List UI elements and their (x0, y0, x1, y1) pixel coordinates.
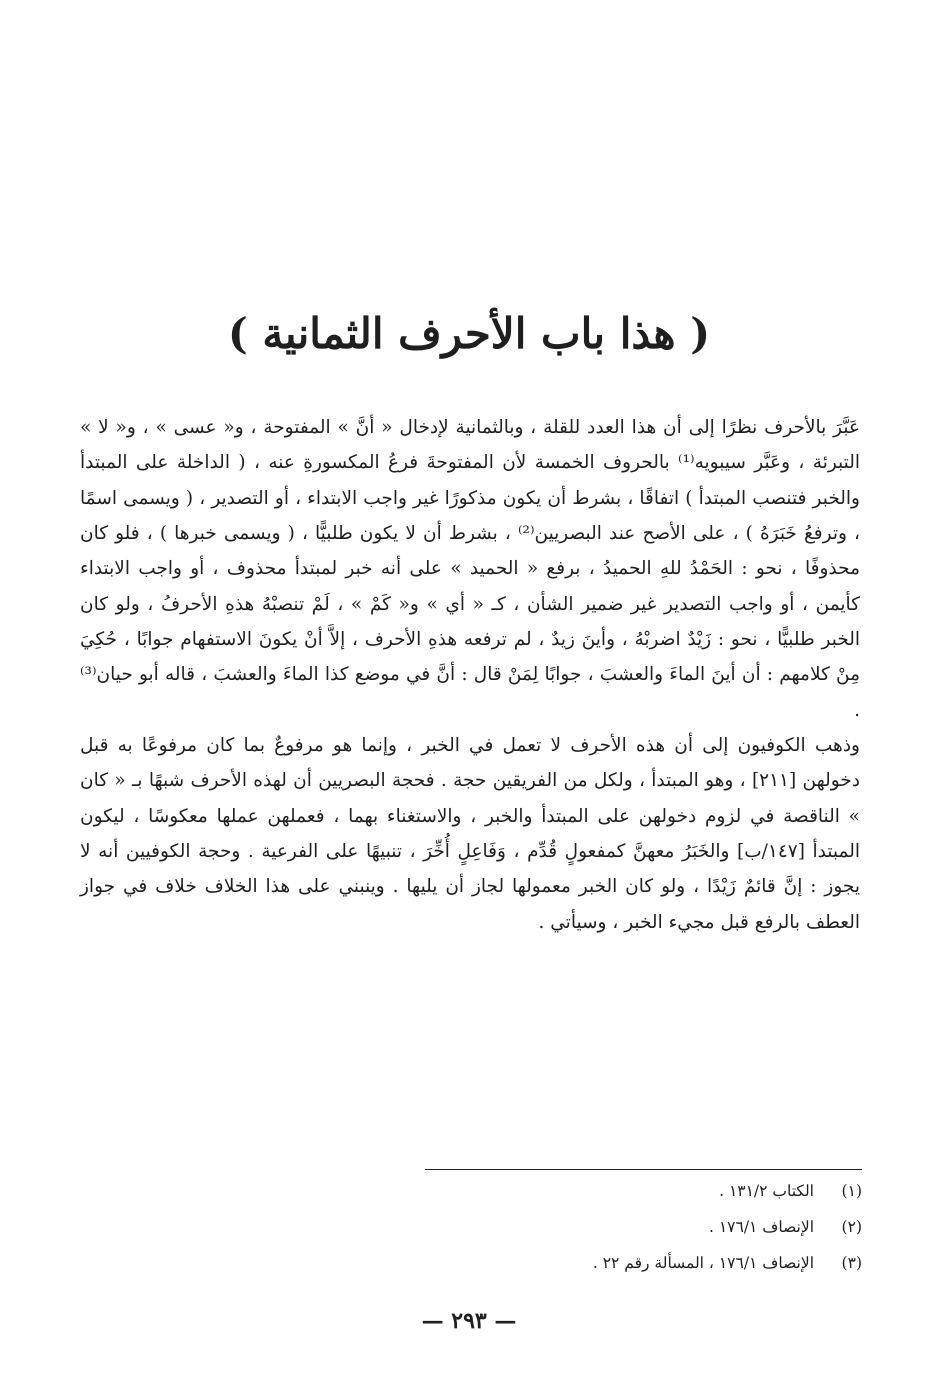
footnote-number: (١) (841, 1182, 862, 1200)
page-number: — ٢٩٣ — (421, 1308, 517, 1334)
footnote-separator (425, 1169, 862, 1170)
main-text (80, 410, 860, 940)
footnote-text: الإنصاف ١٧٦/١ . (708, 1218, 814, 1236)
footnotes (400, 1184, 862, 1292)
footnote-number: (٣) (841, 1254, 862, 1272)
footnote-text: الإنصاف ١٧٦/١ ، المسألة رقم ٢٢ . (592, 1254, 814, 1272)
footnote-1 (400, 1184, 862, 1220)
chapter-title: ( هذا باب الأحرف الثمانية ) (227, 309, 711, 359)
footnote-2 (400, 1220, 862, 1256)
footnote-number: (٢) (841, 1218, 862, 1236)
paragraph-1: عَبَّرَ بالأحرف نظرًا إلى أن هذا العدد للقلة ، وبالثمانية لإدخال « أنَّ » المفتوحة ، و« عسى » ، و« لا » التبرئة ، وعَبَّر سيبويه⁽¹⁾ بالحروف الخمسة لأن المفتوحةَ فرعُ المكسورةِ عنه ، ( الداخلة على المبتدأ والخبر فتنصب المبتدأ ) اتفاقًا ، بشرط أن يكون مذكورًا غير واجب الابتداء ، أو التصدير ، ( ويسمى اسمًا ، وترفعُ خَبَرَهُ ) ، على الأصح عند البصريين⁽²⁾ ، بشرط أن لا يكون طلبيًّا ، ( ويسمى خبرها ) ، فلو كان محذوفًا ، نحو : الحَمْدُ للهِ الحميدُ ، برفع « الحميد » على أنه خبر لمبتدأ محذوف ، أو واجب الابتداء كأيمن ، أو واجب التصدير غير ضمير الشأن ، كـ « أي » و« كَمْ » ، لَمْ تنصبْهُ هذهِ الأحرفُ ، ولو كان الخبر طلبيًّا ، نحو : زَيْدٌ اضربْهُ ، وأينَ زيدٌ ، لم ترفعه هذهِ الأحرف ، إلاَّ أنْ يكونَ الاستفهام جوابًا ، حُكِيَ مِنْ كلامهم : أن أينَ الماءَ والعشبَ ، جوابًا لِمَنْ قال : أنَّ في موضع كذا الماءَ والعشبَ ، قاله أبو حيان⁽³⁾ . (80, 417, 861, 721)
footnote-text: الكتاب ١٣١/٢ . (719, 1182, 814, 1200)
footnote-3 (400, 1256, 862, 1292)
paragraph-2: وذهب الكوفيون إلى أن هذه الأحرف لا تعمل في الخبر ، وإنما هو مرفوعٌ بما كان مرفوعًا به قبل دخولهن [٢١١] ، وهو المبتدأ ، ولكل من الفريقين حجة . فحجة البصريين أن لهذه الأحرف شبهًا بـ « كان » الناقصة في لزوم دخولهن على المبتدأ والخبر ، والاستغناء بهما ، فعملهن عملها معكوسًا ، ليكون المبتدأ [١٤٧/ب] والخَبَرُ معهنَّ كمفعولٍ قُدِّم ، وَفَاعِلٍ أُخِّرَ ، تنبيهًا على الفرعية . وحجة الكوفيين أنه لا يجوز : إنَّ قائمٌ زَيْدًا ، ولو كان الخبر معمولها لجاز أن يليها . وينبني على هذا الخلاف خلاف في جواز العطف بالرفع قبل مجيء الخبر ، وسيأتي . (80, 734, 860, 933)
